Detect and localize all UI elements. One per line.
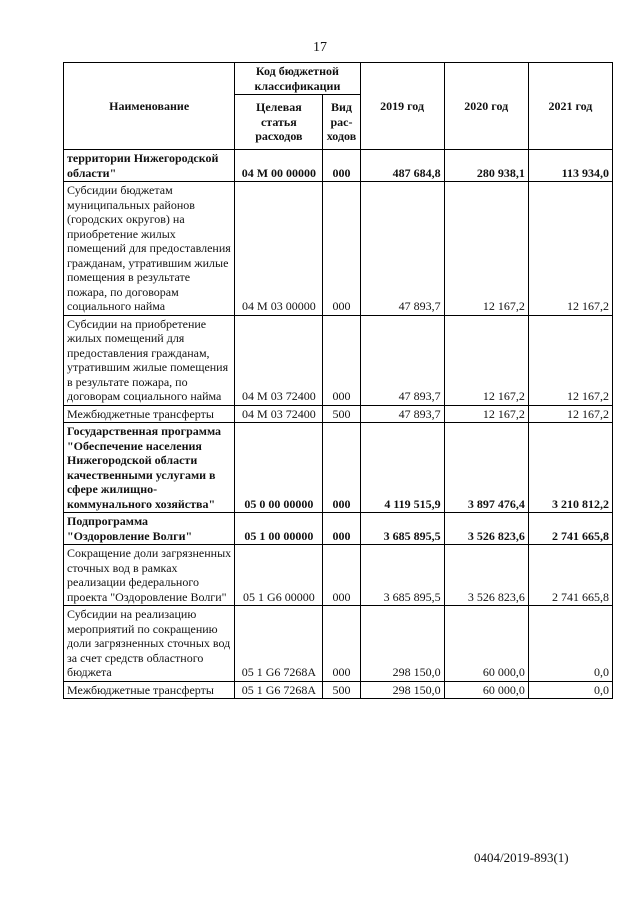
row-target-code: 05 1 00 00000 (235, 513, 323, 545)
row-value-2021: 0,0 (528, 606, 612, 682)
row-target-code: 04 М 03 72400 (235, 315, 323, 405)
row-name: Субсидии на реализацию мероприятий по сокращению доли загрязненных сточных вод за счет средств областного бюджета (64, 606, 235, 682)
header-budget-code: Код бюджетной классификации (235, 63, 360, 95)
row-name: Подпрограмма "Оздоровление Волги" (64, 513, 235, 545)
row-value-2019: 298 150,0 (360, 681, 444, 699)
header-2019: 2019 год (360, 63, 444, 150)
row-value-2020: 60 000,0 (444, 606, 528, 682)
row-target-code: 04 М 03 00000 (235, 182, 323, 316)
table-row (64, 606, 613, 682)
row-value-2020: 12 167,2 (444, 315, 528, 405)
row-value-2021: 12 167,2 (528, 182, 612, 316)
row-name: Субсидии на приобретение жилых помещений для предоставления гражданам, утратившим жилые помещения в результате пожара, по договорам социального найма (64, 315, 235, 405)
row-value-2019: 487 684,8 (360, 150, 444, 182)
table-row (64, 150, 613, 182)
row-expense-kind: 000 (323, 150, 360, 182)
table-row (64, 513, 613, 545)
row-value-2019: 298 150,0 (360, 606, 444, 682)
row-name: Субсидии бюджетам муниципальных районов (городских округов) на приобретение жилых помещений для предоставления гражданам, утратившим жилые помещения в результате пожара, по договорам социального найма (64, 182, 235, 316)
row-target-code: 05 1 G6 7268A (235, 681, 323, 699)
row-expense-kind: 000 (323, 545, 360, 606)
header-2021: 2021 год (528, 63, 612, 150)
row-value-2019: 47 893,7 (360, 182, 444, 316)
row-name: Межбюджетные трансферты (64, 681, 235, 699)
header-2020: 2020 год (444, 63, 528, 150)
header-kind: Вид рас-ходов (323, 95, 360, 150)
row-value-2020: 3 526 823,6 (444, 545, 528, 606)
row-expense-kind: 000 (323, 315, 360, 405)
row-value-2019: 47 893,7 (360, 405, 444, 423)
table-header (64, 63, 613, 150)
row-expense-kind: 500 (323, 681, 360, 699)
row-value-2020: 3 526 823,6 (444, 513, 528, 545)
row-expense-kind: 500 (323, 405, 360, 423)
header-name: Наименование (64, 63, 235, 150)
row-value-2021: 12 167,2 (528, 405, 612, 423)
row-name: Сокращение доли загрязненных сточных вод в рамках реализации федерального проекта "Оздоровление Волги" (64, 545, 235, 606)
row-expense-kind: 000 (323, 423, 360, 513)
row-value-2021: 12 167,2 (528, 315, 612, 405)
row-value-2021: 3 210 812,2 (528, 423, 612, 513)
table-row (64, 681, 613, 699)
row-expense-kind: 000 (323, 513, 360, 545)
row-target-code: 04 М 03 72400 (235, 405, 323, 423)
row-value-2020: 12 167,2 (444, 182, 528, 316)
table-row (64, 423, 613, 513)
header-target: Целевая статья расходов (235, 95, 323, 150)
row-target-code: 05 1 G6 00000 (235, 545, 323, 606)
row-value-2019: 47 893,7 (360, 315, 444, 405)
row-target-code: 05 0 00 00000 (235, 423, 323, 513)
row-name: Межбюджетные трансферты (64, 405, 235, 423)
budget-table (63, 62, 613, 699)
row-value-2020: 3 897 476,4 (444, 423, 528, 513)
row-target-code: 05 1 G6 7268A (235, 606, 323, 682)
row-name: Государственная программа "Обеспечение населения Нижегородской области качественными услугами в сфере жилищно-коммунального хозяйства" (64, 423, 235, 513)
row-name: территории Нижегородской области" (64, 150, 235, 182)
row-value-2020: 12 167,2 (444, 405, 528, 423)
row-value-2019: 3 685 895,5 (360, 513, 444, 545)
table-row (64, 545, 613, 606)
row-value-2020: 280 938,1 (444, 150, 528, 182)
row-value-2021: 113 934,0 (528, 150, 612, 182)
row-value-2020: 60 000,0 (444, 681, 528, 699)
row-value-2019: 3 685 895,5 (360, 545, 444, 606)
table-row (64, 182, 613, 316)
page-number: 17 (313, 40, 327, 55)
table-body (64, 150, 613, 699)
document-number: 0404/2019-893(1) (474, 850, 569, 865)
row-value-2021: 2 741 665,8 (528, 513, 612, 545)
row-expense-kind: 000 (323, 182, 360, 316)
row-value-2019: 4 119 515,9 (360, 423, 444, 513)
row-target-code: 04 М 00 00000 (235, 150, 323, 182)
row-value-2021: 0,0 (528, 681, 612, 699)
row-expense-kind: 000 (323, 606, 360, 682)
table-row (64, 405, 613, 423)
row-value-2021: 2 741 665,8 (528, 545, 612, 606)
table-row (64, 315, 613, 405)
